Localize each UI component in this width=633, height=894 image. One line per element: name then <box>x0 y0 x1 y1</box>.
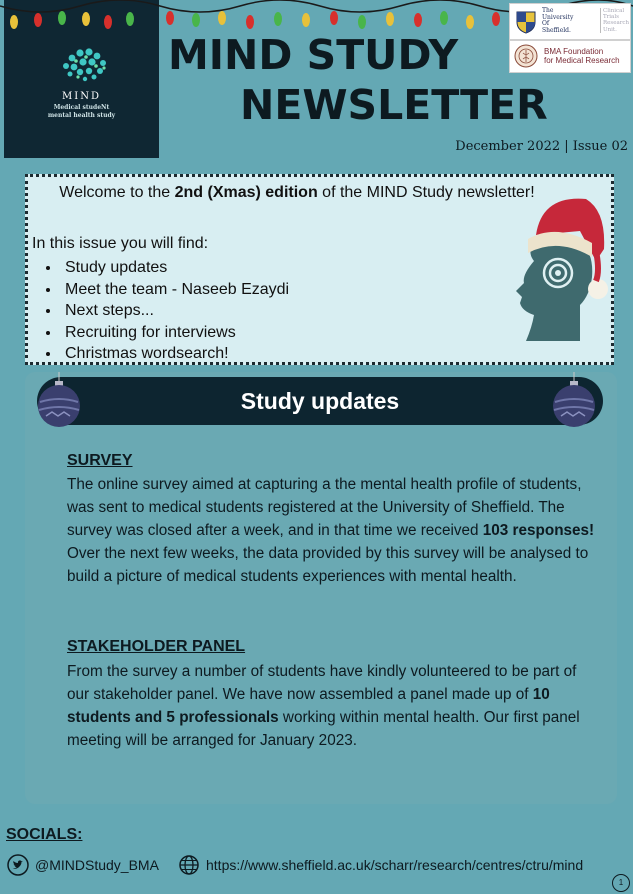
issue-date: December 2022 | Issue 02 <box>455 139 628 154</box>
welcome-box <box>25 174 614 365</box>
uos-line4: Sheffield. <box>542 26 571 34</box>
santa-head-illustration <box>496 191 608 359</box>
twitter-handle[interactable]: @MINDStudy_BMA <box>35 857 159 873</box>
uos-line3: Of <box>542 20 550 27</box>
twitter-icon[interactable] <box>7 854 29 876</box>
uos-line1: The <box>542 7 554 14</box>
list-item: • Recruiting for interviews <box>61 322 289 344</box>
ctru-line3: Research <box>603 20 630 27</box>
bauble-icon <box>551 372 597 428</box>
survey-body <box>67 473 597 588</box>
newsletter-title-line1: MIND STUDY <box>168 31 459 79</box>
welcome-post: of the MIND Study newsletter! <box>317 184 535 201</box>
welcome-message <box>52 182 542 203</box>
study-updates-banner <box>37 377 603 425</box>
globe-icon[interactable] <box>178 854 200 876</box>
socials-heading: SOCIALS: <box>6 826 83 843</box>
bma-seal-icon <box>514 44 538 68</box>
panel-text2: working within mental health. Our first panel meeting will be arranged for January 2023. <box>67 709 580 749</box>
ctru-line4: Unit. <box>603 26 617 33</box>
uos-crest-icon <box>515 10 537 34</box>
list-item: • Next steps... <box>61 300 289 322</box>
panel-bold: 10 students and 5 professionals <box>67 686 550 726</box>
brain-icon <box>56 44 112 86</box>
website-url[interactable]: https://www.sheffield.ac.uk/scharr/research/centres/ctru/mind <box>206 857 584 873</box>
website-link[interactable] <box>178 853 583 877</box>
logo-title: MIND <box>62 91 101 102</box>
panel-text1: From the survey a number of students have kindly volunteered to be part of our stakeholder panel. We have now assembled a panel made up of <box>67 663 577 703</box>
uos-name <box>542 8 582 34</box>
ctru-line2: Trials <box>603 14 619 21</box>
bma-name <box>544 47 630 65</box>
study-updates-title: Study updates <box>240 388 400 414</box>
header <box>0 0 633 160</box>
survey-bold: 103 responses! <box>482 522 595 539</box>
logo-subtitle-line1: Medical studeNt <box>53 104 110 111</box>
contents-list <box>43 257 289 365</box>
bauble-icon <box>36 372 82 428</box>
bma-line2: for Medical Research <box>544 56 620 65</box>
survey-heading: SURVEY <box>67 452 133 469</box>
uos-ctru-logo <box>509 3 631 40</box>
study-updates-panel <box>25 372 617 804</box>
list-item: • Christmas wordsearch! <box>61 343 289 365</box>
bma-foundation-logo <box>509 40 631 73</box>
stakeholder-body <box>67 660 597 752</box>
list-item: • Study updates <box>61 257 289 279</box>
bma-line1: BMA Foundation <box>544 47 604 56</box>
welcome-bold: 2nd (Xmas) edition <box>174 184 318 201</box>
survey-text2: Over the next few weeks, the data provided by this survey will be analysed to build a picture of medical students experiences with mental health. <box>67 545 589 585</box>
twitter-link[interactable] <box>7 853 159 877</box>
ctru-name <box>600 8 633 33</box>
logo-subtitle-line2: mental health study <box>47 112 116 119</box>
welcome-pre: Welcome to the <box>59 184 175 201</box>
page-number: 1 <box>612 874 630 892</box>
logo-subtitle <box>4 104 159 120</box>
welcome-intro: In this issue you will find: <box>32 235 209 252</box>
ctru-line1: Clinical <box>603 8 625 14</box>
uos-line2: University <box>542 13 574 21</box>
survey-text1: The online survey aimed at capturing a the mental health profile of students, was sent to medical students registered at the University of Sheffield. The survey was closed after a week, and in that time we received <box>67 476 582 539</box>
stakeholder-heading: STAKEHOLDER PANEL <box>67 638 246 655</box>
newsletter-title-line2: NEWSLETTER <box>240 81 548 129</box>
list-item: • Meet the team - Naseeb Ezaydi <box>61 279 289 301</box>
